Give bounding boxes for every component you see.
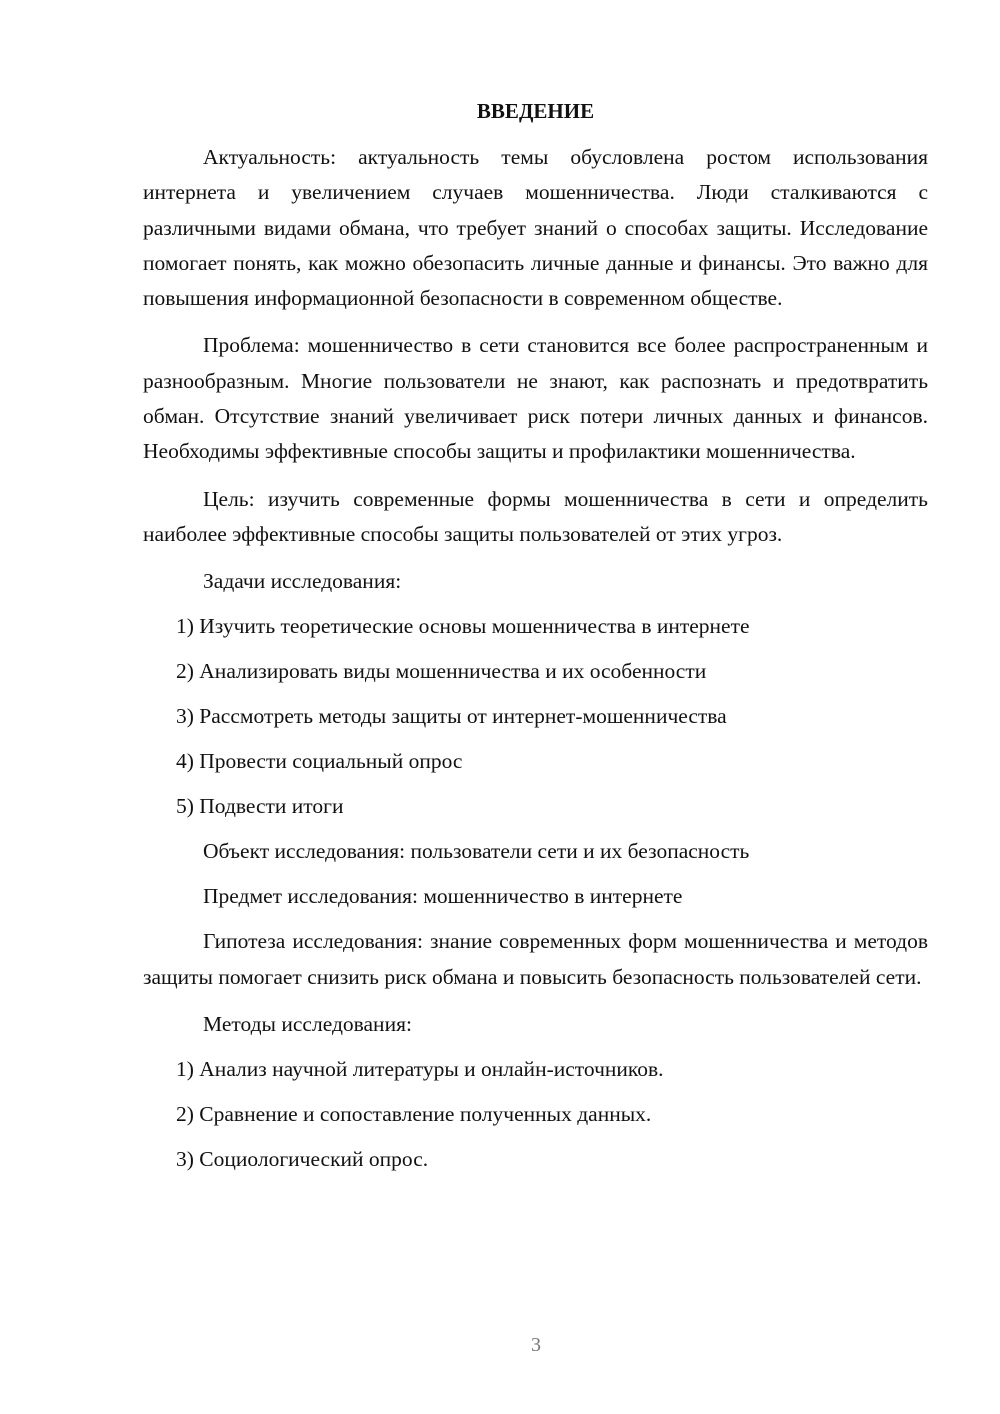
- goal-paragraph: Цель: изучить современные формы мошенничества в сети и определить наиболее эффективные способы защиты пользователей от этих угроз.: [143, 486, 928, 546]
- methods-heading: Методы исследования:: [203, 1011, 412, 1036]
- method-item: 3) Социологический опрос.: [176, 1146, 429, 1171]
- task-item: 3) Рассмотреть методы защиты от интернет-мошенничества: [176, 704, 727, 729]
- task-item: 1) Изучить теоретические основы мошенничества в интернете: [176, 614, 750, 639]
- problem-paragraph: Проблема: мошенничество в сети становится все более распространенным и разнообразным. Многие пользователи не знают, как распознать и предотвратить обман. Отсутствие знаний увеличивает риск потери личных данных и финансов. Необходимы эффективные способы защиты и профилактики мошенничества.: [143, 333, 928, 464]
- method-item: 2) Сравнение и сопоставление полученных данных.: [176, 1101, 652, 1126]
- document-page: [143, 96, 928, 1187]
- task-item: 4) Провести социальный опрос: [176, 749, 463, 774]
- methods-list: [143, 1052, 928, 1177]
- method-item: 1) Анализ научной литературы и онлайн-источников.: [176, 1056, 664, 1081]
- object-paragraph: Объект исследования: пользователи сети и их безопасность: [203, 839, 750, 864]
- hypothesis-paragraph: Гипотеза исследования: знание современных форм мошенничества и методов защиты помогает снизить риск обмана и повысить безопасность пользователей сети.: [143, 929, 928, 989]
- relevance-paragraph: Актуальность: актуальность темы обусловлена ростом использования интернета и увеличением случаев мошенничества. Люди сталкиваются с различными видами обмана, что требует знаний о способах защиты. Исследование помогает понять, как можно обезопасить личные данные и финансы. Это важно для повышения информационной безопасности в современном обществе.: [143, 145, 928, 311]
- task-item: 5) Подвести итоги: [176, 794, 344, 819]
- page-number: 3: [531, 1334, 541, 1356]
- subject-paragraph: Предмет исследования: мошенничество в интернете: [203, 884, 683, 909]
- document-title: ВВЕДЕНИЕ: [476, 99, 595, 123]
- task-item: 2) Анализировать виды мошенничества и их особенности: [176, 659, 707, 684]
- tasks-list: [143, 609, 928, 824]
- tasks-heading: Задачи исследования:: [203, 569, 402, 594]
